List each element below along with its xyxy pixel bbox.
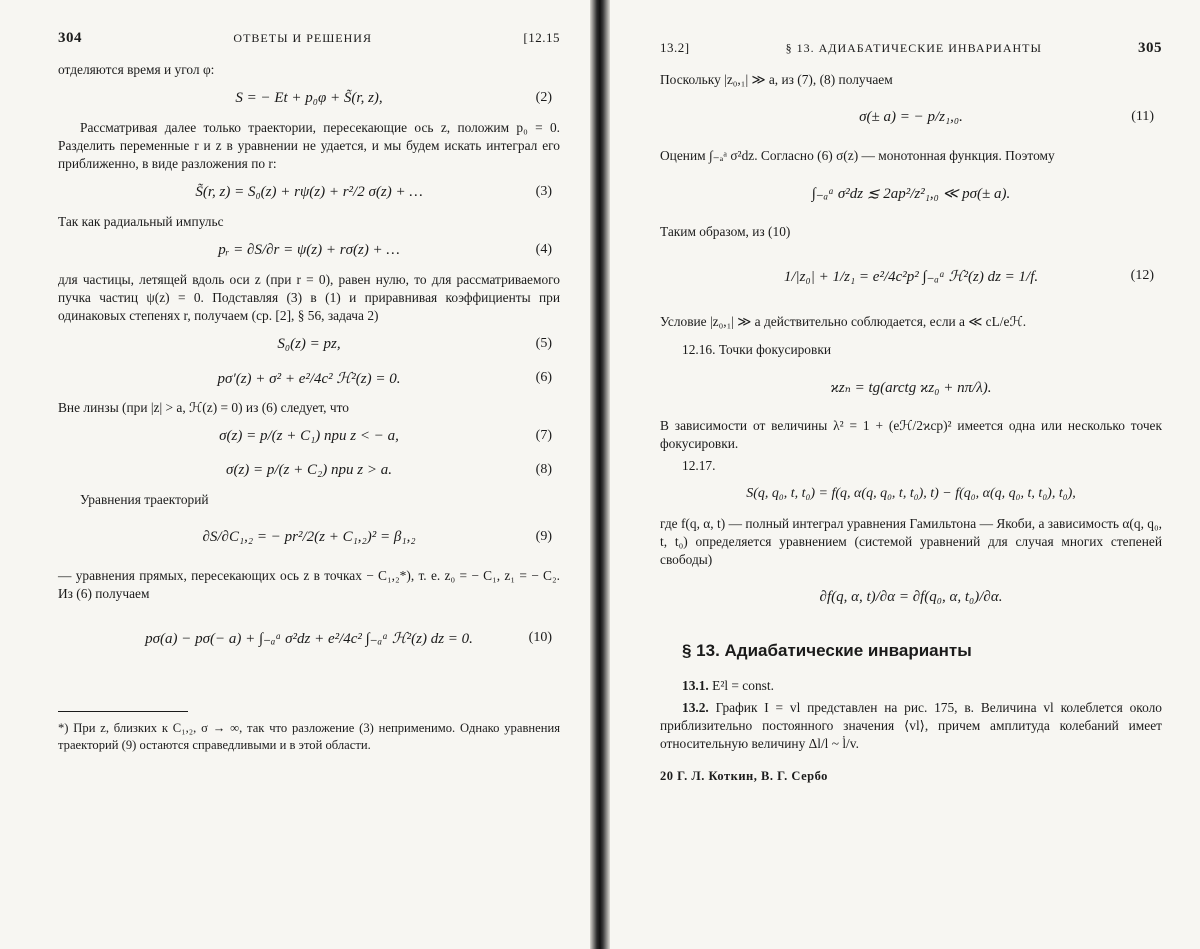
paragraph: для частицы, летящей вдоль оси z (при r = 0), равен нулю, то для рассматриваемого пучка частиц ψ(z) = 0. Подставляя (3) в (1) и приравнивая коэффициенты при одинаковых степенях r, получаем (ср. [2], § 56, задача 2) <box>58 272 560 323</box>
paragraph: — уравнения прямых, пересекающих ось z в точках − C₁,₂*), т. е. z₀ = − C₁, z₁ = − C₂. Из (6) получаем <box>58 568 560 601</box>
paragraph: Оценим ∫₋ₐᵃ σ²dz. Согласно (6) σ(z) — монотонная функция. Поэтому <box>660 148 1055 163</box>
paragraph: В зависимости от величины λ² = 1 + (eℋ/2ϰcp)² имеется одна или несколько точек фокусировки. <box>660 418 1162 451</box>
section-heading: § 13. Адиабатические инварианты <box>682 641 972 660</box>
paragraph: Вне линзы (при |z| > a, ℋ(z) = 0) из (6) следует, что <box>58 400 349 415</box>
left-page-number: 304 <box>58 30 82 46</box>
problem-13-2: 13.2. График I = vl представлен на рис. 175, в. Величина vl колеблется около приблизительно постоянного значения ⟨vl⟩, причем амплитуда колебаний имеет относительную величину Δl/l ~ l̇/v. <box>660 700 1162 751</box>
equation-7: σ(z) = p/(z + C₁) при z < − a, (7) <box>219 427 552 444</box>
paragraph: отделяются время и угол φ: <box>58 62 215 77</box>
problem-12-17-label: 12.17. <box>682 458 716 473</box>
footnote-divider <box>58 711 188 712</box>
left-problem-ref: [12.15 <box>523 30 560 45</box>
right-page <box>610 0 1200 949</box>
problem-13-1: 13.1. E²l = const. <box>682 678 774 693</box>
equation-estimate: ∫₋ₐᵃ σ²dz ≲ 2ap²/z²₁,₀ ≪ pσ(± a). <box>811 185 1011 202</box>
equation-5: S₀(z) = pz, (5) <box>277 335 552 352</box>
signature-line: 20 Г. Л. Коткин, В. Г. Сербо <box>660 769 828 783</box>
left-page <box>0 0 590 949</box>
equation-6: pσ′(z) + σ² + e²/4c² ℋ²(z) = 0. (6) <box>217 370 552 387</box>
equation-8: σ(z) = p/(z + C₂) при z > a. (8) <box>226 461 552 478</box>
paragraph: Условие |z₀,₁| ≫ a действительно соблюдается, если a ≪ cL/eℋ. <box>660 314 1027 329</box>
equation-9: ∂S/∂C₁,₂ = − pr²/2(z + C₁,₂)² = β₁,₂ (9) <box>202 528 552 545</box>
footnote: *) При z, близких к C₁,₂, σ → ∞, так что разложение (3) неприменимо. Однако уравнения траекторий (9) остаются справедливыми и в этой области. <box>58 721 560 752</box>
right-running-title: § 13. АДИАБАТИЧЕСКИЕ ИНВАРИАНТЫ <box>785 41 1042 55</box>
equation-3: S̃(r, z) = S₀(z) + rψ(z) + r²/2 σ(z) + … (3) <box>195 183 552 200</box>
paragraph: Таким образом, из (10) <box>660 224 791 239</box>
left-running-head <box>58 30 560 47</box>
equation-10: pσ(a) − pσ(− a) + ∫₋ₐᵃ σ²dz + e²/4c² ∫₋ₐᵃ ℋ²(z) dz = 0. (10) <box>145 630 552 647</box>
equation-11: σ(± a) = − p/z₁,₀. (11) <box>859 108 1154 125</box>
right-page-number: 305 <box>1138 40 1162 56</box>
right-section-ref: 13.2] <box>660 40 690 55</box>
paragraph: Поскольку |z₀,₁| ≫ a, из (7), (8) получаем <box>660 72 893 87</box>
equation-focus: ϰzₙ = tg(arctg ϰz₀ + nπ/λ). <box>830 379 992 396</box>
equation-12-17b: ∂f(q, α, t)/∂α = ∂f(q₀, α, t₀)/∂α. <box>819 588 1003 605</box>
paragraph: Уравнения траекторий <box>80 492 209 507</box>
right-running-head <box>660 40 1162 57</box>
paragraph: Так как радиальный импульс <box>58 214 224 229</box>
paragraph: где f(q, α, t) — полный интеграл уравнения Гамильтона — Якоби, а зависимость α(q, q₀, t, t₀) определяется уравнением (системой уравнений для случая многих степеней свободы) <box>660 516 1162 567</box>
paragraph: Рассматривая далее только траектории, пересекающие ось z, положим p₀ = 0. Разделить переменные r и z в уравнении не удается, и мы будем искать интеграл его приближенно, в виде разложения по r: <box>58 120 560 171</box>
equation-12: 1/|z₀| + 1/z₁ = e²/4c²p² ∫₋ₐᵃ ℋ²(z) dz = 1/f. (12) <box>783 268 1154 285</box>
equation-2: S = − Et + p₀φ + S̃(r, z), (2) <box>235 89 552 106</box>
equation-12-17: S(q, q₀, t, t₀) = f(q, α(q, q₀, t, t₀), t) − f(q₀, α(q, q₀, t, t₀), t₀), <box>746 486 1076 501</box>
problem-12-16: 12.16. Точки фокусировки <box>682 342 831 357</box>
book-gutter <box>590 0 610 949</box>
left-running-title: ОТВЕТЫ И РЕШЕНИЯ <box>233 31 372 45</box>
equation-4: pᵣ = ∂S/∂r = ψ(z) + rσ(z) + … (4) <box>218 241 552 258</box>
